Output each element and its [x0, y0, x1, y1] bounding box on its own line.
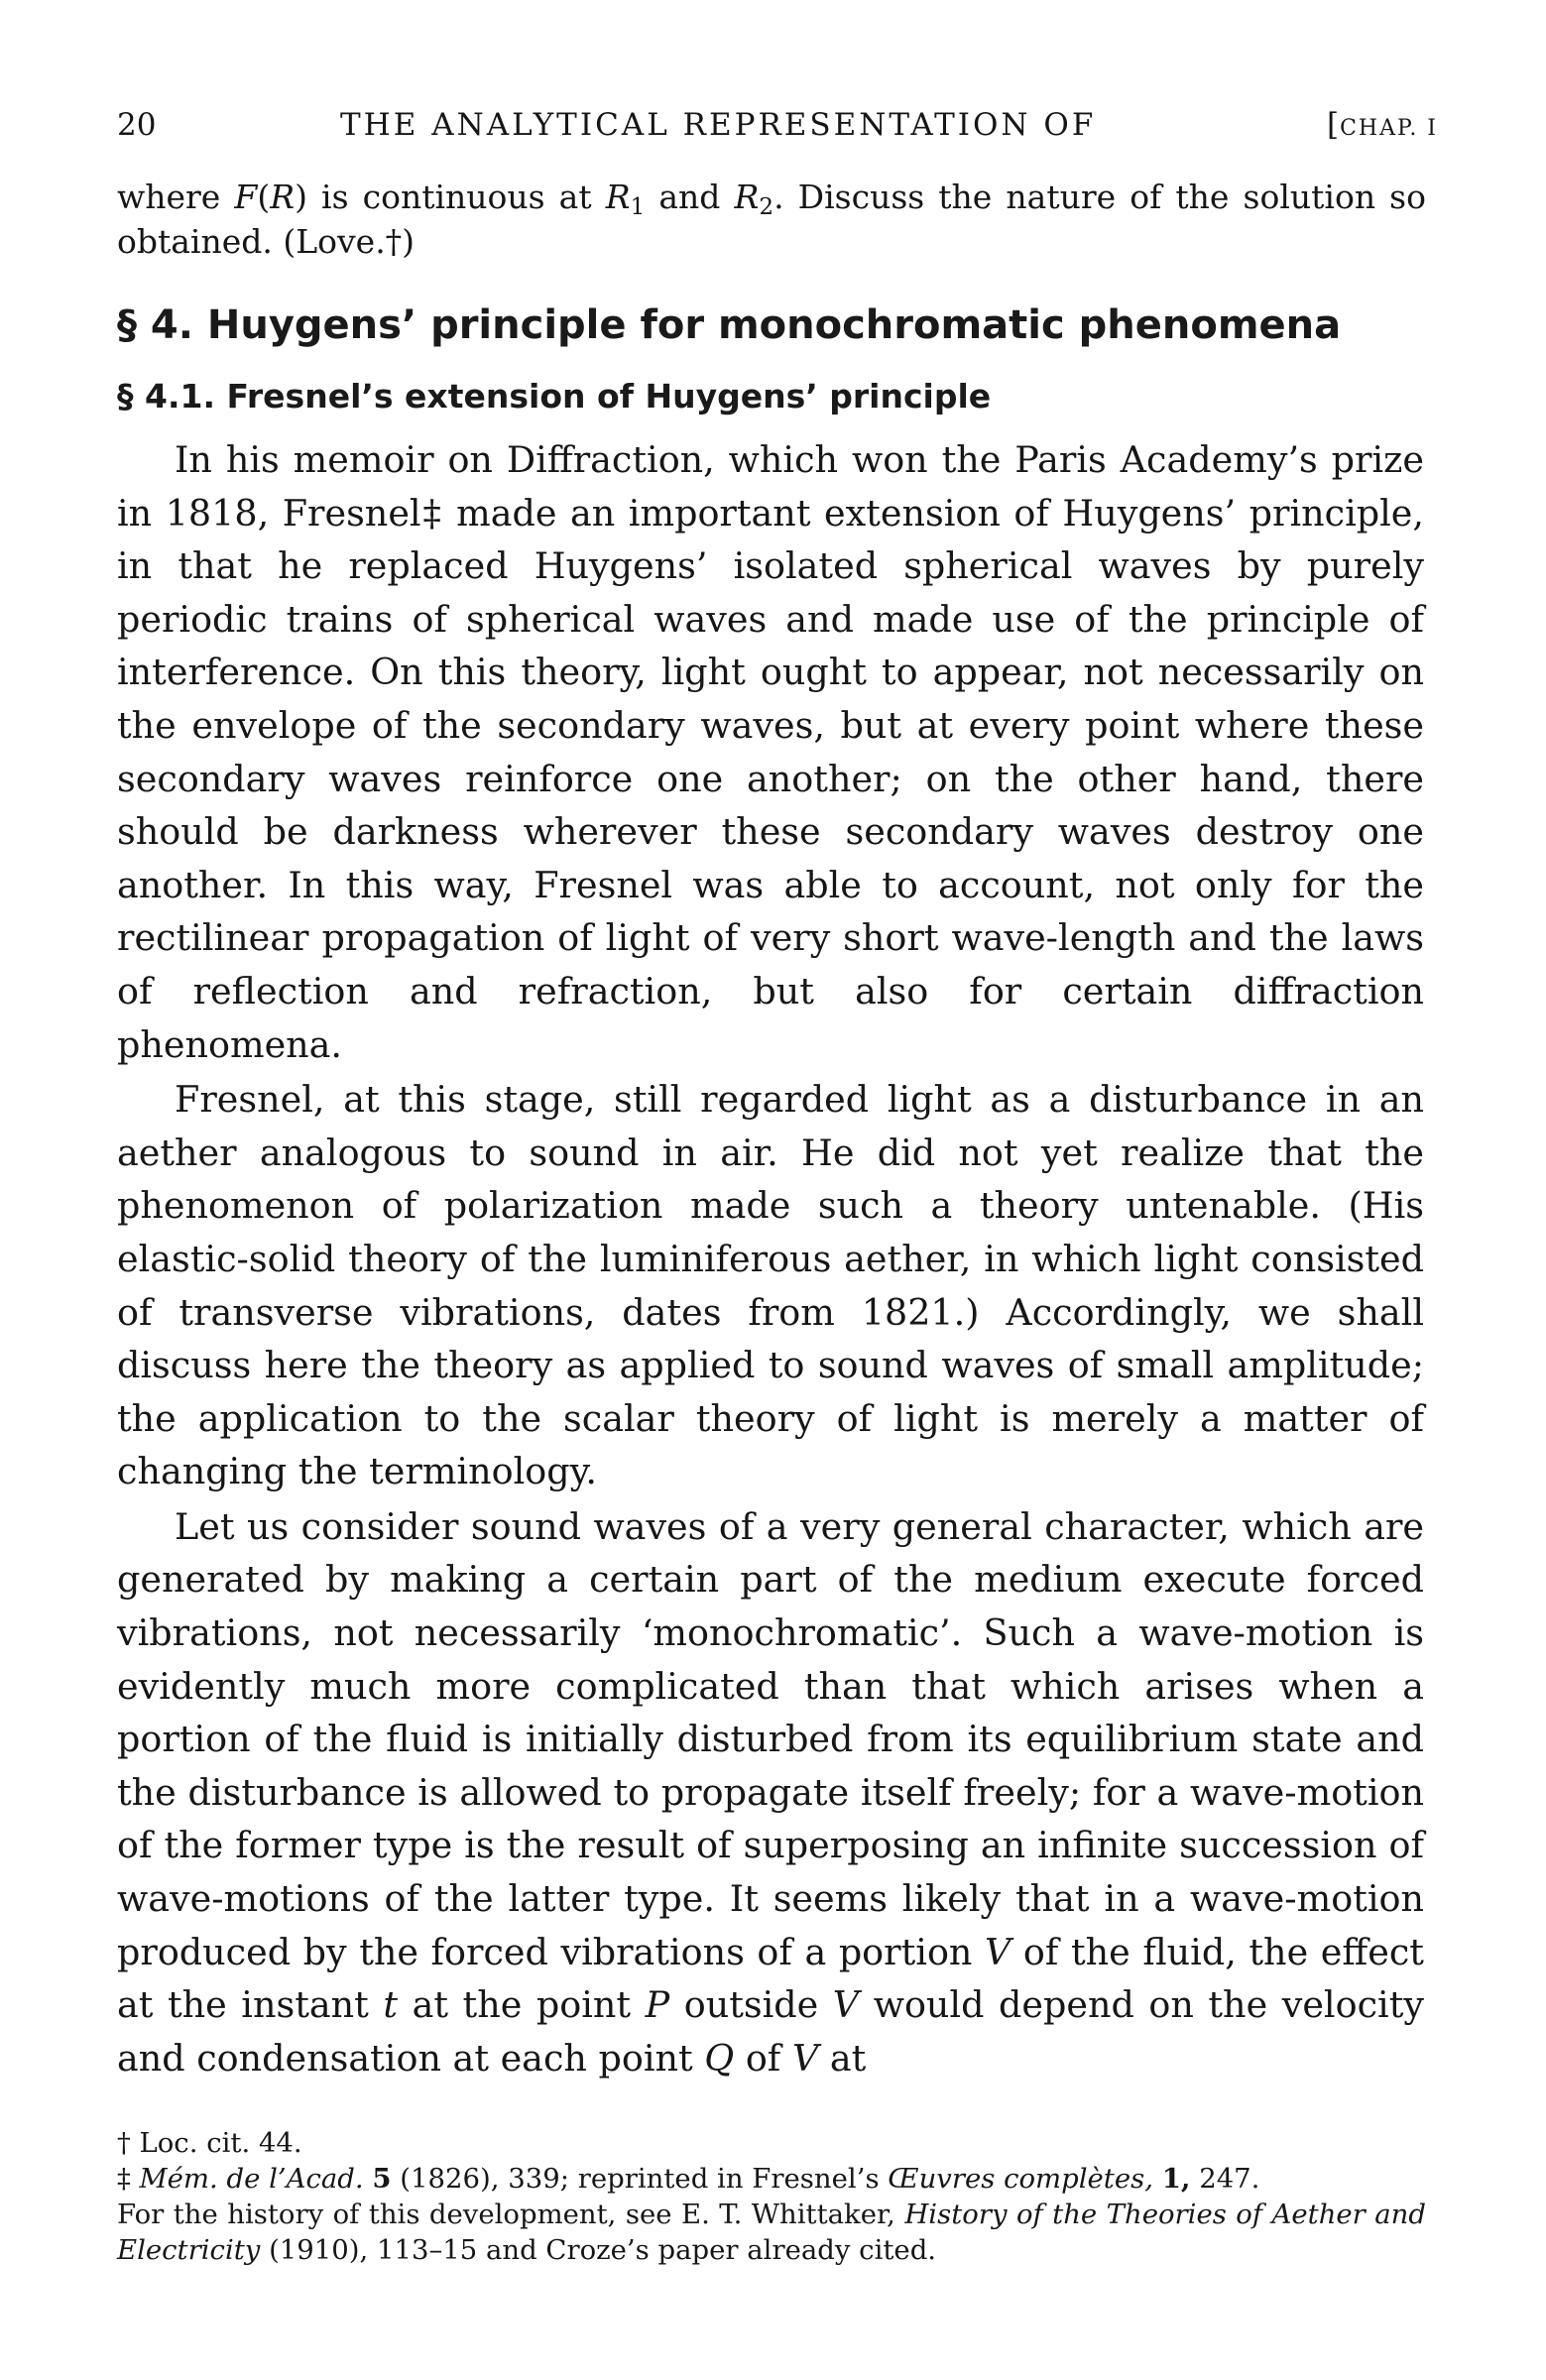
running-header: [117, 107, 1438, 157]
section-heading: § 4. Huygens’ principle for monochromatic phenomena: [117, 302, 1342, 348]
footnotes: [117, 2125, 1426, 2268]
subsection-heading: § 4.1. Fresnel’s extension of Huygens’ principle: [117, 377, 992, 416]
page-number: 20: [117, 107, 157, 143]
footnote-history: For the history of this development, see E. T. Whittaker, History of the Theories of Aether and Electricity (1910), 113–15 and Croze’s paper already cited.: [117, 2199, 1426, 2266]
footnote-double-dagger: ‡ Mém. de l’Acad. 5 (1826), 339; reprinted in Fresnel’s Œuvres complètes, 1, 247.: [117, 2163, 1260, 2195]
body-text: [117, 433, 1424, 2084]
footnote-dagger: † Loc. cit. 44.: [117, 2127, 302, 2159]
paragraph-2: Fresnel, at this stage, still regarded light as a disturbance in an aether analogous to sound in air. He did not yet realize that the phenomenon of polarization made such a theory untenable. (His elastic-solid theory of the luminiferous aether, in which light consisted of transverse vibrations, dates from 1821.) Accordingly, we shall discuss here the theory as applied to sound waves of small amplitude; the application to the scalar theory of light is merely a matter of changing the terminology.: [117, 1078, 1424, 1493]
exercise-continuation: where F(R) is continuous at $R_1$ and $R_2$. Discuss the nature of the solution so obtained. (Love.†): [117, 178, 1426, 261]
chapter-label: [CHAP. I: [1326, 107, 1438, 143]
paragraph-3: Let us consider sound waves of a very general character, which are generated by making a certain part of the medium execute forced vibrations, not necessarily ‘monochromatic’. Such a wave-motion is evidently much more complicated than that which arises when a portion of the fluid is initially disturbed from its equilibrium state and the disturbance is allowed to propagate itself freely; for a wave-motion of the former type is the result of superposing an infinite succession of wave-motions of the latter type. It seems likely that in a wave-motion produced by the forced vibrations of a portion V of the fluid, the effect at the instant t at the point P outside V would depend on the velocity and condensation at each point Q of V at: [117, 1504, 1424, 2080]
running-title: THE ANALYTICAL REPRESENTATION OF: [340, 107, 1097, 143]
paragraph-1: In his memoir on Diffraction, which won the Paris Academy’s prize in 1818, Fresnel‡ made an important extension of Huygens’ principle, in that he replaced Huygens’ isolated spherical waves by purely periodic trains of spherical waves and made use of the principle of interference. On this theory, light ought to appear, not necessarily on the envelope of the secondary waves, but at every point where these secondary waves reinforce one another; on the other hand, there should be darkness wherever these secondary waves destroy one another. In this way, Fresnel was able to account, not only for the rectilinear propagation of light of very short wave-length and the laws of reflection and refraction, but also for certain diffraction phenomena.: [117, 438, 1424, 1066]
